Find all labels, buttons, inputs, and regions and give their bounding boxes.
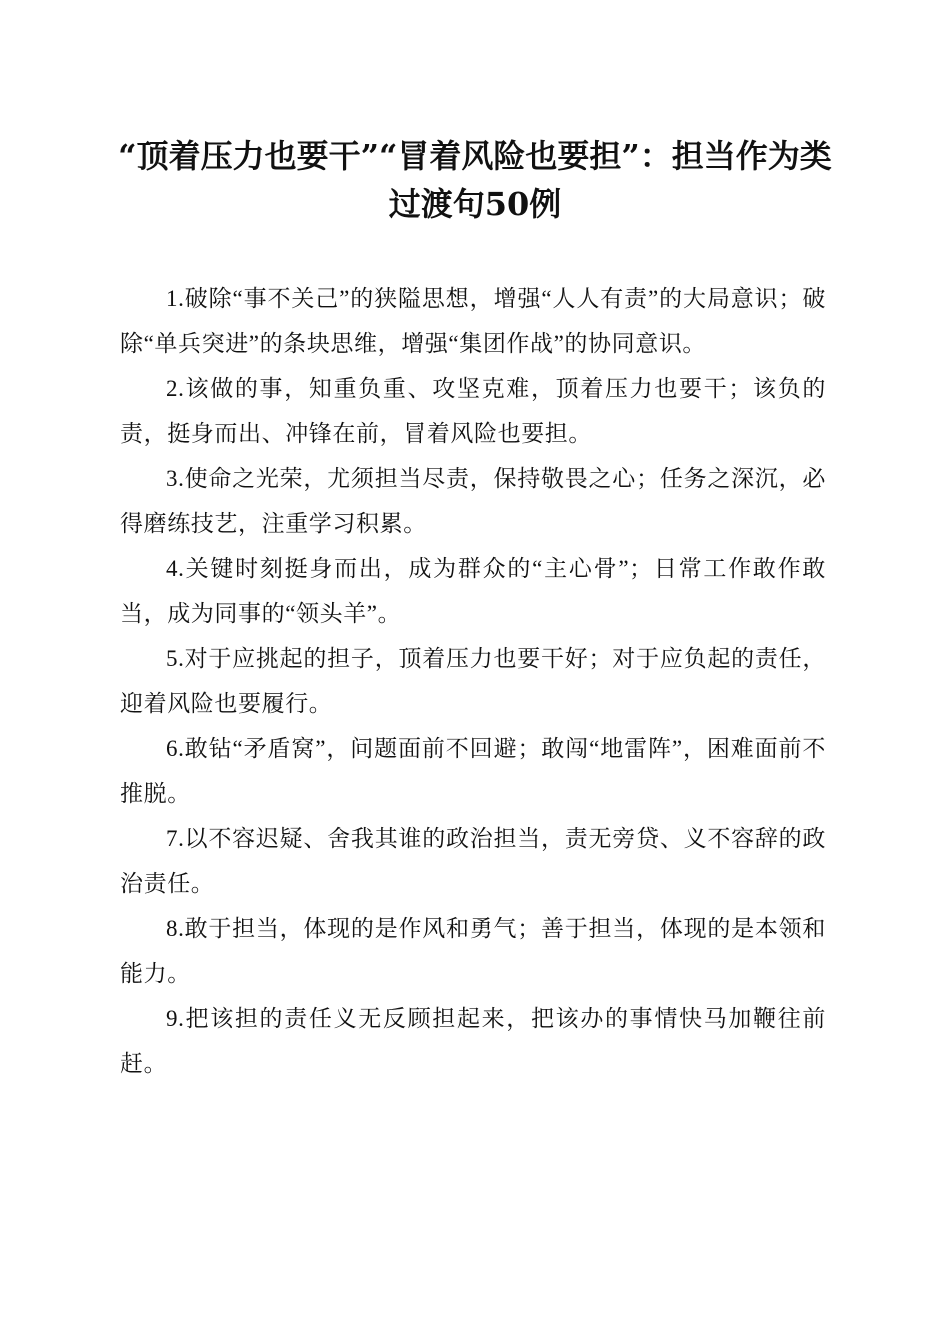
paragraph-8: 8.敢于担当，体现的是作风和勇气；善于担当，体现的是本领和能力。 (120, 916, 826, 986)
document-title: “顶着压力也要干”“冒着风险也要担”：担当作为类过渡句50例 (118, 137, 832, 223)
paragraph-7: 7.以不容迟疑、舍我其谁的政治担当，责无旁贷、义不容辞的政治责任。 (120, 826, 826, 896)
document-body (120, 276, 826, 1086)
paragraph-4: 4.关键时刻挺身而出，成为群众的“主心骨”；日常工作敢作敢当，成为同事的“领头羊”。 (120, 556, 826, 626)
paragraph-3: 3.使命之光荣，尤须担当尽责，保持敬畏之心；任务之深沉，必得磨练技艺，注重学习积累。 (120, 466, 826, 536)
paragraph-5: 5.对于应挑起的担子，顶着压力也要干好；对于应负起的责任，迎着风险也要履行。 (120, 646, 826, 716)
paragraph-6: 6.敢钻“矛盾窝”，问题面前不回避；敢闯“地雷阵”，困难面前不推脱。 (120, 736, 826, 806)
paragraph-9: 9.把该担的责任义无反顾担起来，把该办的事情快马加鞭往前赶。 (120, 1006, 826, 1076)
paragraph-2: 2.该做的事，知重负重、攻坚克难，顶着压力也要干；该负的责，挺身而出、冲锋在前，冒着风险也要担。 (120, 376, 826, 446)
paragraph-1: 1.破除“事不关己”的狭隘思想，增强“人人有责”的大局意识；破除“单兵突进”的条块思维，增强“集团作战”的协同意识。 (120, 286, 826, 356)
